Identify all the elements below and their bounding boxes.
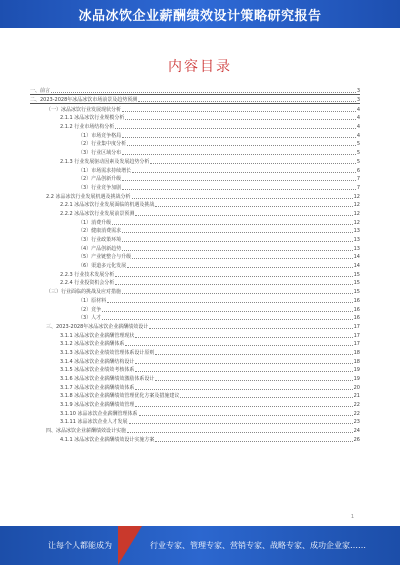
toc-entry-label: 3.1.8 冰品冰饮企业薪酬绩效管理优化方案及措施建议 — [60, 393, 180, 400]
toc-leader-dots — [102, 310, 352, 312]
toc-entry-page: 23 — [353, 419, 360, 426]
toc-entry-label: （5）产业链整合与升级 — [78, 254, 132, 261]
toc-leader-dots — [122, 110, 356, 112]
toc-leader-dots — [115, 275, 352, 277]
toc-leader-dots — [122, 188, 356, 190]
footer-slogan-right: 行业专家、管理专家、营销专家、战略专家、成功企业家…… — [150, 541, 366, 550]
toc-entry[interactable] — [30, 113, 360, 122]
toc-leader-dots — [122, 249, 352, 251]
toc-entry[interactable] — [30, 182, 360, 191]
toc-entry-label: 2.1.2 行业市场结构分析 — [60, 124, 115, 131]
toc-entry[interactable] — [30, 95, 360, 104]
toc-entry-page: 24 — [353, 428, 360, 435]
toc-entry-label: （3）人才 — [78, 315, 102, 322]
toc-entry-page: 16 — [353, 306, 360, 313]
toc-entry-label: （1）市场竞争格局 — [78, 132, 122, 139]
toc-entry[interactable] — [30, 399, 360, 408]
toc-leader-dots — [122, 153, 356, 155]
toc-entry-page: 5 — [356, 141, 360, 148]
toc-entry-label: （3）行业政策环境 — [78, 237, 122, 243]
toc-entry[interactable] — [30, 139, 360, 148]
toc-leader-dots — [135, 214, 352, 216]
toc-entry[interactable] — [30, 313, 360, 322]
toc-leader-dots — [122, 136, 356, 138]
toc-entry-label: 2.2.3 行业技术发展分析 — [60, 271, 115, 278]
toc-entry-label: （三）行业面临的挑战及应对措施 — [46, 289, 122, 296]
toc-leader-dots — [115, 283, 352, 285]
toc-entry-page: 17 — [353, 323, 360, 330]
toc-entry[interactable] — [30, 130, 360, 139]
toc-entry[interactable] — [30, 373, 360, 382]
toc-entry-page: 22 — [353, 402, 360, 409]
toc-entry-page: 3 — [356, 88, 360, 94]
toc-leader-dots — [149, 327, 352, 329]
toc-leader-dots — [155, 353, 352, 355]
toc-entry[interactable] — [30, 234, 360, 243]
toc-leader-dots — [132, 171, 356, 173]
toc-entry-label: （3）行业竞争加剧 — [78, 184, 122, 191]
toc-entry-label: 3.1.2 冰品冰饮企业薪酬体系 — [60, 341, 125, 348]
toc-entry[interactable] — [30, 347, 360, 356]
toc-entry-page: 16 — [353, 315, 360, 322]
toc-entry[interactable] — [30, 147, 360, 156]
toc-entry-page: 19 — [353, 376, 360, 382]
toc-entry-label: 3.1.9 冰品冰饮企业薪酬绩效管理 — [60, 402, 135, 409]
toc-entry[interactable] — [30, 208, 360, 217]
toc-entry-label: 3.1.10 冰品冰饮企业薪酬管理体系 — [60, 410, 138, 417]
toc-entry-label: （3）行业区域分布 — [78, 150, 122, 157]
toc-entry-page: 7 — [356, 176, 360, 183]
header-banner — [0, 0, 400, 28]
toc-entry-label: （2）健康消费需求 — [78, 228, 122, 235]
toc-leader-dots — [122, 240, 352, 242]
toc-entry-label: （1）原材料 — [78, 297, 107, 304]
toc-entry[interactable] — [30, 286, 360, 295]
toc-entry-page: 13 — [353, 228, 360, 235]
toc-entry-label: 二、2023-2028年冰品冰饮市场前景及趋势预测 — [30, 97, 138, 103]
toc-leader-dots — [122, 231, 352, 233]
toc-leader-dots — [125, 118, 355, 120]
toc-leader-dots — [138, 100, 356, 102]
toc-leader-dots — [180, 396, 352, 398]
toc-entry[interactable] — [30, 252, 360, 261]
toc-entry[interactable] — [30, 321, 360, 330]
toc-entry-page: 15 — [353, 271, 360, 278]
toc-entry[interactable] — [30, 391, 360, 400]
toc-entry[interactable] — [30, 200, 360, 209]
toc-entry-page: 17 — [353, 341, 360, 348]
toc-leader-dots — [135, 405, 352, 407]
toc-entry-page: 12 — [353, 202, 360, 209]
toc-leader-dots — [115, 127, 356, 129]
toc-entry[interactable] — [30, 425, 360, 434]
toc-entry-page: 18 — [353, 349, 360, 356]
toc-entry-page: 12 — [353, 193, 360, 200]
toc-entry-page: 14 — [353, 254, 360, 261]
toc-entry[interactable] — [30, 330, 360, 339]
toc-entry-page: 13 — [353, 245, 360, 252]
toc-leader-dots — [122, 179, 356, 181]
toc-entry[interactable] — [30, 304, 360, 313]
toc-entry[interactable] — [30, 174, 360, 183]
footer-slogan-left: 让每个人都能成为 — [48, 541, 112, 550]
table-of-contents — [30, 86, 360, 443]
toc-entry[interactable] — [30, 260, 360, 269]
toc-entry-page: 16 — [353, 297, 360, 304]
toc-entry-label: （2）竞争 — [78, 306, 102, 313]
toc-entry-label: 2.2 冰品冰饮行业发展机遇及挑战分析 — [46, 193, 131, 200]
toc-entry-label: 3.1.5 冰品冰饮企业绩效考核体系 — [60, 367, 135, 374]
page-number: 1 — [350, 514, 354, 520]
toc-leader-dots — [150, 162, 355, 164]
toc-entry-label: 三、2023-2028年冰品冰饮企业薪酬绩效设计 — [46, 323, 149, 330]
toc-entry-label: 3.1.11 冰品冰饮企业人才发展 — [60, 419, 128, 426]
toc-entry[interactable] — [30, 191, 360, 200]
toc-entry[interactable] — [30, 434, 360, 443]
toc-entry-label: 2.2.1 冰品冰饮行业发展面临的机遇及挑战 — [60, 202, 155, 209]
toc-entry-page: 6 — [356, 167, 360, 174]
toc-entry-page: 5 — [356, 158, 360, 165]
toc-entry-label: （2）产品创新升级 — [78, 176, 122, 183]
toc-entry-label: 3.1.7 冰品冰饮企业薪酬绩效体系 — [60, 384, 135, 391]
toc-entry-label: （2）行业集中度分析 — [78, 141, 127, 148]
toc-entry[interactable] — [30, 278, 360, 287]
toc-entry[interactable] — [30, 269, 360, 278]
toc-entry-page: 22 — [353, 410, 360, 417]
toc-entry-page: 15 — [353, 289, 360, 296]
toc-entry[interactable] — [30, 217, 360, 226]
toc-entry[interactable] — [30, 86, 360, 95]
toc-leader-dots — [122, 292, 353, 294]
toc-leader-dots — [135, 336, 352, 338]
toc-entry-label: 3.1.1 冰品冰饮企业薪酬管理现状 — [60, 332, 135, 339]
toc-leader-dots — [127, 431, 353, 433]
toc-entry-label: 4.1.1 冰品冰饮企业薪酬绩效设计实施方案 — [60, 436, 155, 443]
toc-entry-label: （一）冰品冰饮行业发展现状分析 — [46, 106, 122, 113]
toc-entry-label: （1）市场需求持续增长 — [78, 167, 132, 174]
toc-entry[interactable] — [30, 165, 360, 174]
toc-entry-label: （6）渠道多元化发展 — [78, 263, 127, 270]
toc-entry[interactable] — [30, 226, 360, 235]
toc-entry-page: 19 — [353, 367, 360, 374]
toc-entry-page: 13 — [353, 237, 360, 243]
toc-entry[interactable] — [30, 382, 360, 391]
toc-leader-dots — [112, 223, 352, 225]
toc-entry[interactable] — [30, 365, 360, 374]
toc-leader-dots — [129, 422, 353, 424]
toc-leader-dots — [155, 205, 352, 207]
toc-entry-page: 5 — [356, 150, 360, 157]
toc-entry-label: 一、前言 — [30, 88, 51, 94]
toc-leader-dots — [102, 318, 352, 320]
toc-entry-page: 7 — [356, 184, 360, 191]
toc-entry-page: 15 — [353, 280, 360, 287]
toc-entry-page: 26 — [353, 436, 360, 443]
toc-leader-dots — [155, 379, 352, 381]
toc-entry-page: 21 — [353, 393, 360, 400]
toc-entry[interactable] — [30, 295, 360, 304]
toc-leader-dots — [51, 91, 356, 93]
toc-entry[interactable] — [30, 243, 360, 252]
toc-leader-dots — [127, 144, 356, 146]
toc-entry-label: 2.1.1 冰品冰饮行业规模分析 — [60, 115, 125, 122]
footer-banner — [0, 526, 400, 565]
toc-entry-page: 3 — [356, 97, 360, 103]
toc-leader-dots — [155, 440, 352, 442]
toc-leader-dots — [125, 344, 352, 346]
toc-title: 内容目录 — [168, 59, 232, 75]
toc-leader-dots — [135, 388, 352, 390]
toc-entry-page: 17 — [353, 332, 360, 339]
toc-entry-label: （4）产品创新趋势 — [78, 245, 122, 252]
toc-leader-dots — [135, 370, 352, 372]
toc-entry[interactable] — [30, 104, 360, 113]
toc-entry[interactable] — [30, 339, 360, 348]
toc-entry-label: 3.1.4 冰品冰饮企业薪酬结构设计 — [60, 358, 135, 365]
toc-entry-page: 20 — [353, 384, 360, 391]
toc-entry-page: 14 — [353, 263, 360, 270]
toc-entry-label: 四、冰品冰饮企业薪酬绩效设计实施 — [46, 428, 127, 435]
toc-entry-label: 2.2.2 冰品冰饮行业发展前景预测 — [60, 210, 135, 217]
toc-entry-label: （1）消费升级 — [78, 219, 112, 226]
toc-entry-page: 12 — [353, 219, 360, 226]
toc-entry-label: 2.1.3 行业发展驱动因素及发展趋势分析 — [60, 158, 150, 165]
toc-entry-page: 4 — [356, 132, 360, 139]
toc-leader-dots — [107, 301, 352, 303]
toc-entry-page: 4 — [356, 115, 360, 122]
toc-entry-page: 18 — [353, 358, 360, 365]
toc-leader-dots — [135, 362, 352, 364]
footer-accent-shape — [118, 526, 142, 565]
toc-leader-dots — [132, 257, 352, 259]
toc-entry[interactable] — [30, 408, 360, 417]
toc-entry[interactable] — [30, 156, 360, 165]
toc-leader-dots — [139, 414, 353, 416]
toc-entry-page: 4 — [356, 106, 360, 113]
toc-entry-label: 2.2.4 行业投资机会分析 — [60, 280, 115, 287]
toc-leader-dots — [132, 197, 353, 199]
toc-entry-label: 3.1.3 冰品冰饮企业绩效管理体系设计原则 — [60, 349, 155, 356]
toc-entry-page: 4 — [356, 124, 360, 131]
toc-entry[interactable] — [30, 417, 360, 426]
toc-leader-dots — [127, 266, 352, 268]
toc-entry-page: 12 — [353, 210, 360, 217]
toc-entry[interactable] — [30, 121, 360, 130]
toc-entry[interactable] — [30, 356, 360, 365]
report-title: 冰品冰饮企业薪酬绩效设计策略研究报告 — [78, 8, 322, 24]
toc-entry-label: 3.1.6 冰品冰饮企业薪酬绩效激励体系设计 — [60, 376, 155, 382]
